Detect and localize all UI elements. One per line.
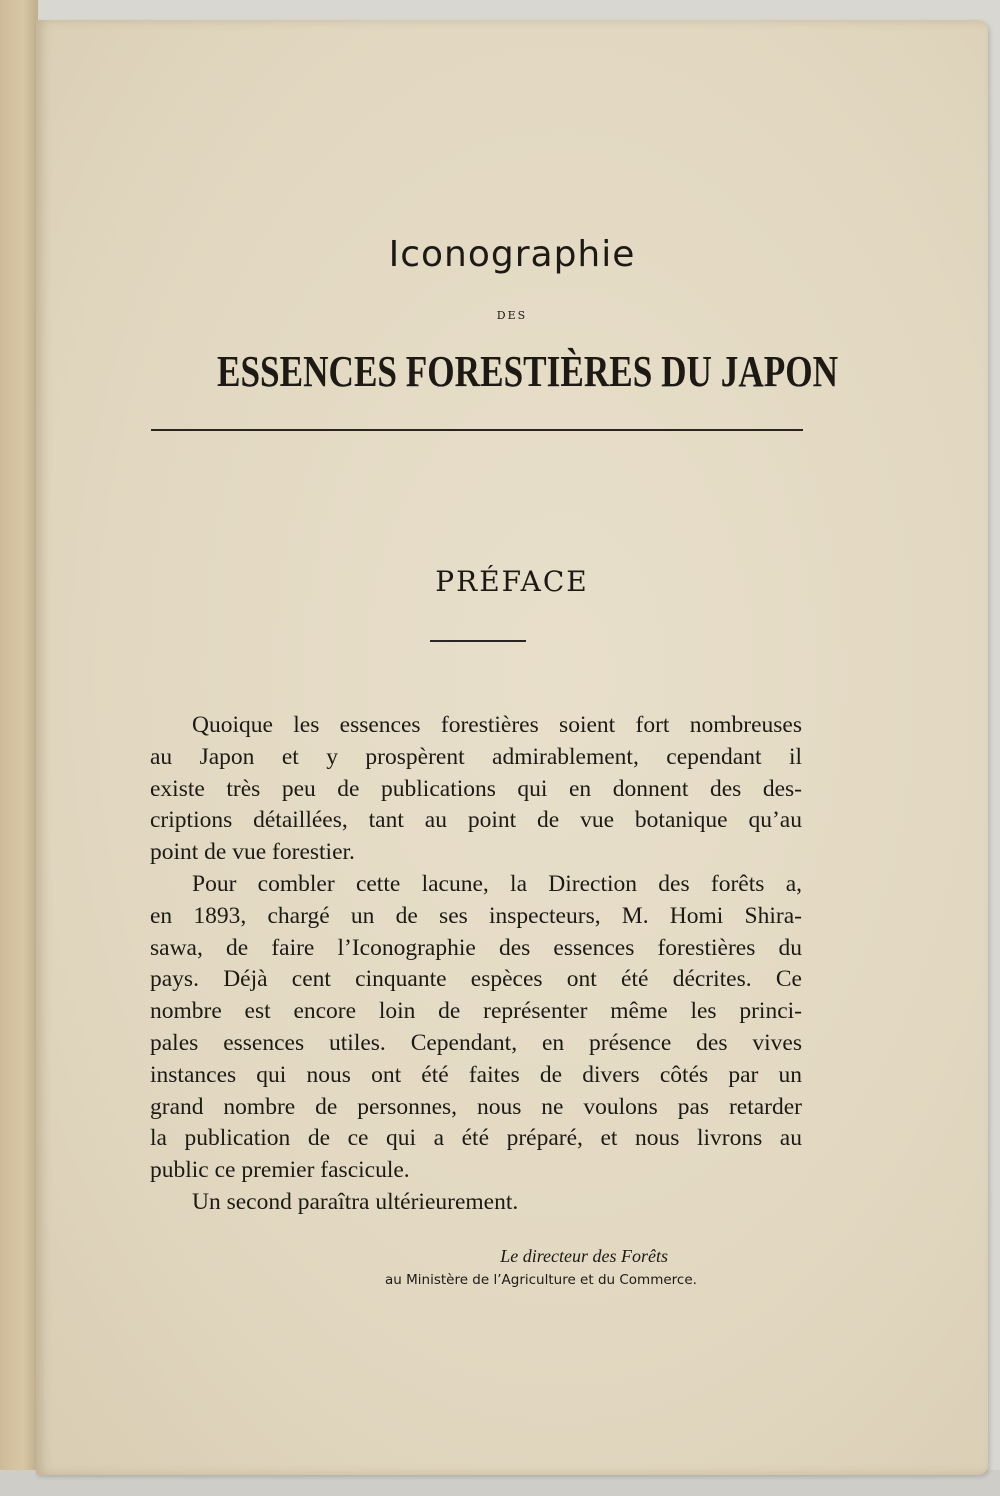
text-line: point de vue forestier. [150,839,355,866]
preface-text [150,710,802,1219]
text-line: Pour combler cette lacune, la Direction des forêts a, [192,870,802,897]
section-title: PRÉFACE [435,565,589,598]
text-line: nombre est encore loin de représenter même les princi- [150,998,802,1025]
text-line: pays. Déjà cent cinquante espèces ont été décrites. Ce [150,966,802,993]
text-line: Quoique les essences forestières soient fort nombreuses [192,712,802,738]
title-connector: DES [496,309,528,322]
text-line: pales essences utiles. Cependant, en présence des vives [150,1029,802,1056]
book-subtitle: ESSENCES FORESTIÈRES DU JAPON [217,347,839,396]
signature-title: Le directeur des Forêts [500,1246,668,1266]
left-page-edge [0,0,38,1496]
book-page [36,20,988,1475]
text-line: existe très peu de publications qui en donnent des des- [150,775,802,802]
text-line: criptions détaillées, tant au point de vue botanique qu’au [150,807,802,834]
text-line: Un second paraîtra ultérieurement. [192,1188,519,1215]
section-divider [430,640,526,642]
text-line: sawa, de faire l’Iconographie des essences forestières du [150,934,802,961]
text-line: en 1893, chargé un de ses inspecteurs, M. Homi Shira- [150,902,802,929]
text-line: instances qui nous ont été faites de divers côtés par un [150,1061,802,1088]
title-divider [151,429,803,431]
book-title: Iconographie [388,234,636,275]
text-line: au Japon et y prospèrent admirablement, cependant il [150,743,802,770]
text-line: grand nombre de personnes, nous ne voulons pas retarder [150,1093,802,1120]
text-line: la publication de ce qui a été préparé, et nous livrons au [150,1125,802,1152]
signature-office: au Ministère de l’Agriculture et du Commerce. [385,1272,697,1288]
text-line: public ce premier fascicule. [150,1157,410,1184]
